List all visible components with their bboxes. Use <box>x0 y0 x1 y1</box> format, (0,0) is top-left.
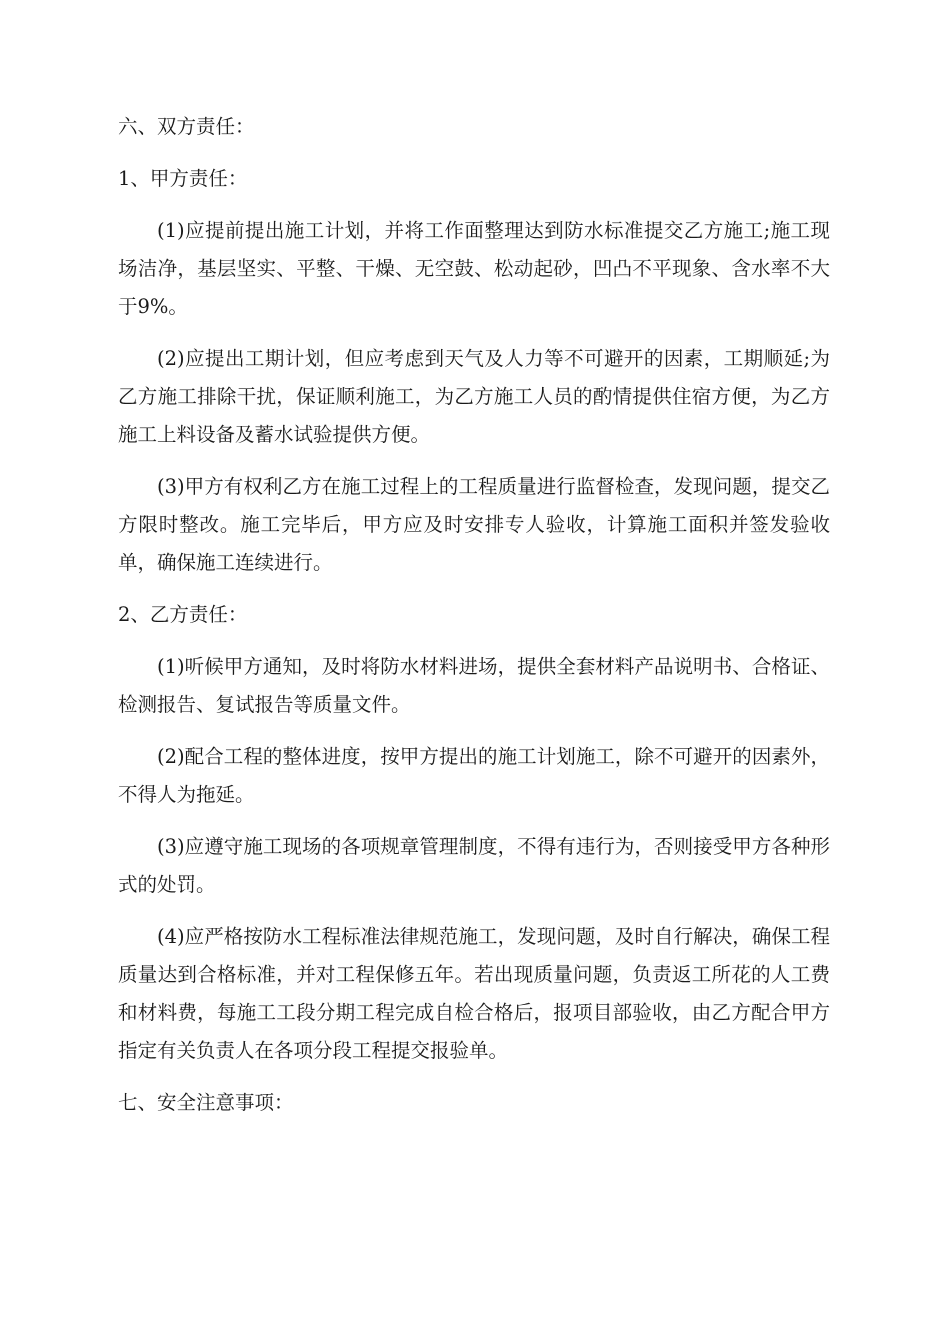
party-b-heading: 2、乙方责任： <box>118 603 248 626</box>
party-b-item-1: (1)听候甲方通知，及时将防水材料进场，提供全套材料产品说明书、合格证、检测报告、复试报告等质量文件。 <box>118 655 830 716</box>
party-b-item-3: (3)应遵守施工现场的各项规章管理制度，不得有违行为，否则接受甲方各种形式的处罚。 <box>118 835 830 896</box>
party-b-item-2: (2)配合工程的整体进度，按甲方提出的施工计划施工，除不可避开的因素外，不得人为拖延。 <box>118 745 830 806</box>
party-a-item-1: (1)应提前提出施工计划，并将工作面整理达到防水标准提交乙方施工;施工现场洁净，基层坚实、平整、干燥、无空鼓、松动起砂，凹凸不平现象、含水率不大于9%。 <box>118 219 830 318</box>
section-7-heading: 七、安全注意事项： <box>118 1091 294 1114</box>
document-page <box>118 108 830 1136</box>
party-b-item-4: (4)应严格按防水工程标准法律规范施工，发现问题，及时自行解决，确保工程质量达到合格标准，并对工程保修五年。若出现质量问题，负责返工所花的人工费和材料费，每施工工段分期工程完成自检合格后，报项目部验收，由乙方配合甲方指定有关负责人在各项分段工程提交报验单。 <box>118 925 830 1062</box>
section-6-heading: 六、双方责任： <box>118 115 255 138</box>
party-a-item-2: (2)应提出工期计划，但应考虑到天气及人力等不可避开的因素，工期顺延;为乙方施工排除干扰，保证顺利施工，为乙方施工人员的酌情提供住宿方便，为乙方施工上料设备及蓄水试验提供方便。 <box>118 347 830 446</box>
party-a-item-3: (3)甲方有权利乙方在施工过程上的工程质量进行监督检查，发现问题，提交乙方限时整改。施工完毕后，甲方应及时安排专人验收，计算施工面积并签发验收单，确保施工连续进行。 <box>118 475 830 574</box>
party-a-heading: 1、甲方责任： <box>118 167 248 190</box>
